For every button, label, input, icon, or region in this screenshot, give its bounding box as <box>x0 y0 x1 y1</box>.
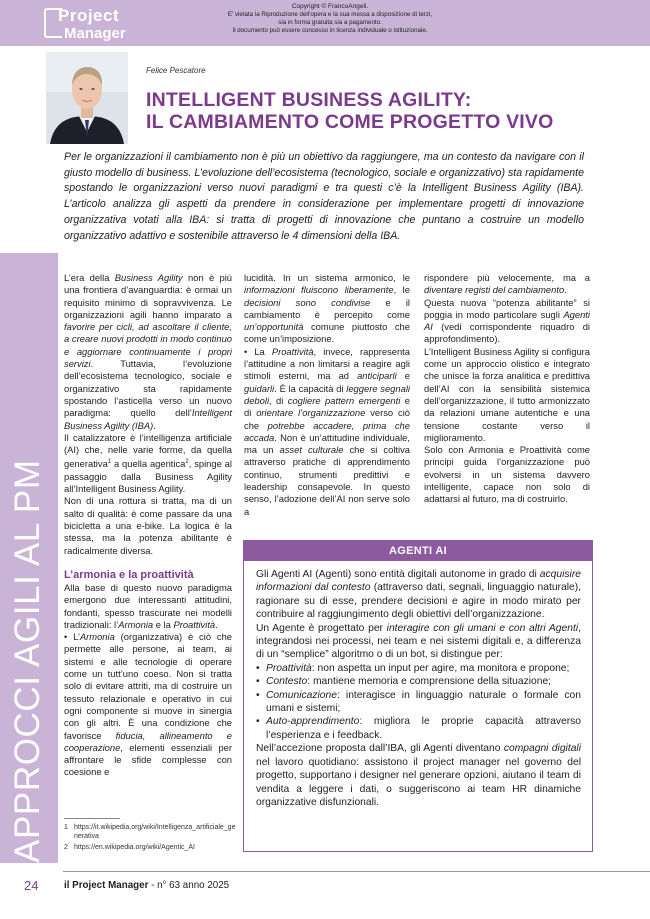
agenti-ai-box <box>243 540 593 852</box>
list-item: • Proattività: non aspetta un input per agire, ma monitora e propone; <box>256 662 581 675</box>
paragraph: Alla base di questo nuovo paradigma emergono due interessanti attitudini, fondanti, spesso trascurate nei modelli tradizionali: l’Armonia e la Proattività. <box>64 581 232 630</box>
body-column-1 <box>64 272 232 779</box>
traits-list <box>256 662 581 742</box>
author-name: Felice Pescatore <box>146 66 206 75</box>
logo-line-2: Manager <box>64 25 126 42</box>
body-column-3 <box>424 272 590 506</box>
paragraph: Solo con Armonia e Proattività come principi guida l’organizzazione può evolversi in un sistema davvero intelligente, capace non solo di adattarsi al futuro, ma di costruirlo. <box>424 444 590 505</box>
footnote-link[interactable]: https://it.wikipedia.org/wiki/Intelligenza_artificiale_generativa <box>74 824 236 840</box>
footnotes <box>64 823 239 854</box>
paragraph: L’era della Business Agility non è più una frontiera d’avanguardia: è ormai un requisito minimo di sopravvivenza. Le organizzazioni agili hanno imparato a favorire per cicli, ad ascoltare il cliente, a creare nuovi prodotti in modo continuo e aggiornare continuamente i propri servizi. Tuttavia, l’evoluzione dell’ecosistema tecnologico, sociale e organizzativo sta rapidamente spostando l’asticella verso un nuovo paradigma: quello dell’Intelligent Business Agility (IBA). <box>64 272 232 431</box>
paragraph: Nell’accezione proposta dall’IBA, gli Agenti diventano compagni digitali nel lavoro quotidiano: assistono il project manager nel governo del progetto, supportano i designer nel generare opzioni, aiutano il team di vendita a leggere i dati, o suggeriscono ai team HR dinamiche organizzative disfunzionali. <box>256 743 581 808</box>
footnote: 2 https://en.wikipedia.org/wiki/Agentic_AI <box>64 844 196 851</box>
article-title: INTELLIGENT BUSINESS AGILITY: IL CAMBIAMENTO COME PROGETTO VIVO <box>146 89 554 133</box>
footnote: 1 https://it.wikipedia.org/wiki/Intelligenza_artificiale_generativa <box>64 823 239 841</box>
author-photo <box>46 52 128 144</box>
paragraph: Questa nuova “potenza abilitante” si poggia in modo particolare sugli Agenti AI (vedi corrispondente riquadro di approfondimento). <box>424 296 590 345</box>
list-item: • Contesto: mantiene memoria e comprensione della situazione; <box>256 675 581 688</box>
paragraph: L’Intelligent Business Agility si configura come un approccio olistico e integrato che unisce la forza analitica e predittiva dell’AI con la sensibilità sistemica dell’organizzazione, il tutto armonizzato da relazioni umane autentiche e una tensione costante verso il miglioramento. <box>424 345 590 443</box>
footnote-ref[interactable]: 2 <box>185 459 189 466</box>
logo-line-1: Project <box>58 6 120 25</box>
footnote-divider <box>64 818 120 819</box>
header-band <box>0 0 650 46</box>
box-heading: AGENTI AI <box>244 541 592 561</box>
paragraph: Non di una rottura si tratta, ma di un salto di qualità: è come passare da una bicicletta a una e-bike. La logica è la stessa, ma la potenza abilitante è radicalmente diversa. <box>64 495 232 556</box>
paragraph: Un Agente è progettato per interagire con gli umani e con altri Agenti, integrandosi nei processi, nei team e nei sistemi digitali e, a differenza di un “semplice” algoritmo o di un bot, si distingue per: <box>256 622 581 661</box>
copyright-notice: Copyright © FrancoAngeli. E' vietata la Riproduzione dell'opera e la sua messa a disposizione di terzi, sia in forma gratuita sia a pagamento. Il documento può essere concesso in licenza individuale o istituzionale. <box>227 3 433 34</box>
footer-credit: il Project Manager - n° 63 anno 2025 <box>64 880 230 891</box>
footer-divider <box>63 871 650 872</box>
footnote-ref[interactable]: 1 <box>107 459 112 466</box>
paragraph: Il catalizzatore è l’intelligenza artificiale (AI) che, nelle varie forme, da quella generativa$^1$ a quella agentica$^2$, spinge al passaggio dalla Business Agility all’Intelligent Business Agility. <box>64 431 232 495</box>
magazine-logo <box>44 4 154 42</box>
paragraph: • L’Armonia (organizzativa) è ciò che permette alle persone, ai team, ai sistemi e alle tecnologie di operare come un tutt’uno coeso. Non si tratta solo di evitare attriti, ma di costruire un tessuto relazionale e operativo in cui ogni componente si muove in sinergia con gli altri. È una condizione che favorisce fiducia, allineamento e cooperazione, elementi essenziali per affrontare le sfide complesse con coesione e <box>64 631 232 778</box>
section-subheading: L’armonia e la proattività <box>64 568 194 581</box>
body-column-2 <box>244 272 410 518</box>
section-label: APPROCCI AGILI AL PM <box>8 459 47 863</box>
box-body <box>256 568 581 809</box>
list-item: • Comunicazione: interagisce in linguaggio naturale o formale con umani e sistemi; <box>256 689 581 716</box>
paragraph: rispondere più velocemente, ma a diventare registi del cambiamento. <box>424 272 590 296</box>
footnote-link[interactable]: https://en.wikipedia.org/wiki/Agentic_AI <box>74 844 196 851</box>
paragraph: Gli Agenti AI (Agenti) sono entità digitali autonome in grado di acquisire informazioni dal contesto (attraverso dati, segnali, linguaggio naturale), ragionare su di esse, prendere decisioni e agire in modo mirato per contribuire al raggiungimento degli obiettivi dell’organizzazione. <box>256 569 582 621</box>
page-number: 24 <box>24 878 39 893</box>
paragraph: lucidità. In un sistema armonico, le informazioni fluiscono liberamente, le decisioni sono condivise e il cambiamento è percepito come un’opportunità comune piuttosto che come un’imposizione. <box>244 272 411 345</box>
list-item: • Auto-apprendimento: migliora le proprie capacità attraverso l’esperienza e i feedback. <box>256 715 581 742</box>
paragraph: • La Proattività, invece, rappresenta l’attitudine a non limitarsi a reagire agli stimoli esterni, ma ad anticiparli e guidarli. È la capacità di leggere segnali deboli, di cogliere pattern emergenti e di orientare l’organizzazione verso ciò che potrebbe accadere, prima che accada. Non è un’attitudine individuale, ma un asset culturale che si coltiva attraverso pratiche di apprendimento continuo, strumenti predittivi e leadership consapevole. In questo senso, l’adozione dell’AI non serve solo a <box>244 345 410 517</box>
author-portrait-icon <box>46 52 128 144</box>
article-lead: Per le organizzazioni il cambiamento non è più un obiettivo da raggiungere, ma un contesto da navigare con il giusto modello di business. L’evoluzione dell’ecosistema (tecnologico, sociale e organizzativo) sta rapidamente spostando le organizzazioni verso nuovi paradigmi e tra questi c’è la Intelligent Business Agility (IBA). L’articolo analizza gli aspetti da prendere in considerazione per implementare progetti di innovazione organizzativa votati alla IBA: si tratta di progetti di innovazione che puntano a costruire un modello organizzativo adattivo e sostenibile attraverso le 4 dimensioni della IBA. <box>64 151 584 242</box>
